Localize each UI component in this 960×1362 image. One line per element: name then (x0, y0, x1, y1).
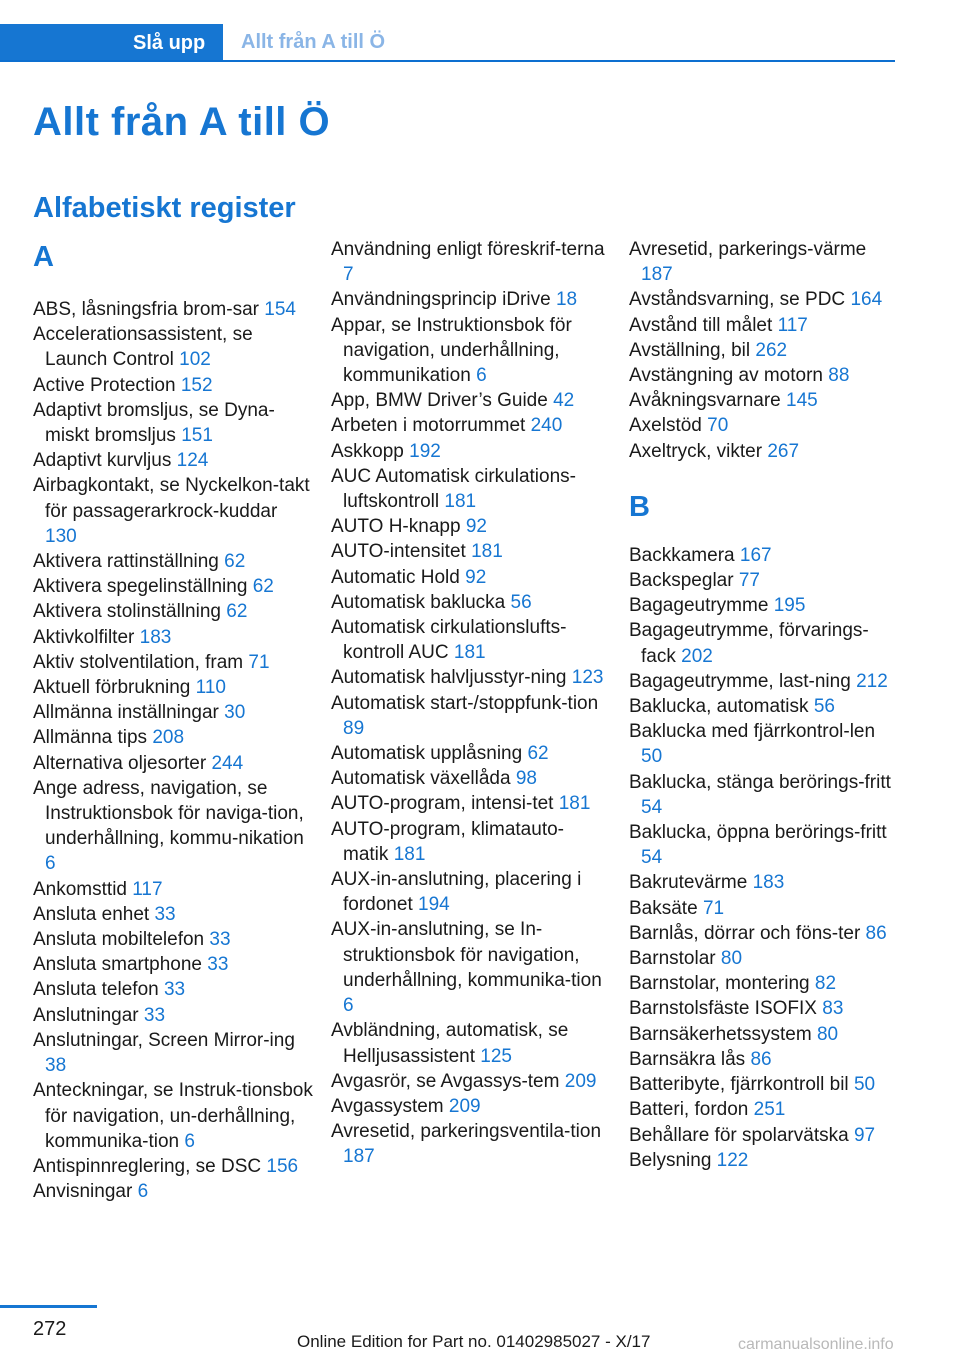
index-entry (33, 297, 313, 322)
entry-text: Avåkningsvarnare (629, 390, 781, 412)
page-link[interactable]: 122 (716, 1149, 749, 1171)
entry-text: Avresetid, parkeringsventila-tion (331, 1121, 602, 1143)
page-link[interactable]: 86 (865, 922, 887, 944)
index-entry (331, 867, 605, 917)
index-entry (33, 1154, 313, 1179)
index-entry (33, 877, 313, 902)
page-link[interactable]: 42 (553, 390, 575, 412)
entry-text: Barnlås, dörrar och föns-ter (629, 922, 861, 944)
index-entry (33, 675, 313, 700)
entry-text: Avgassystem (331, 1095, 444, 1117)
page-link[interactable]: 183 (139, 626, 172, 648)
index-entry (629, 1047, 895, 1072)
index-column-3 (629, 237, 895, 1173)
index-column-1 (33, 237, 313, 1204)
page-title: Allt från A till Ö (33, 100, 331, 144)
header-rule (0, 60, 895, 62)
index-entry (629, 1148, 895, 1173)
entry-text: Automatisk växellåda (331, 768, 511, 790)
page-link[interactable]: 6 (343, 995, 354, 1017)
page-link[interactable]: 267 (767, 440, 800, 462)
index-entry (331, 388, 605, 413)
index-entry (33, 725, 313, 750)
entry-text: ABS, låsningsfria brom-sar (33, 299, 259, 320)
page-link[interactable]: 98 (515, 768, 537, 790)
index-entry (33, 952, 313, 977)
page-link[interactable]: 124 (176, 450, 209, 472)
index-entry (629, 719, 895, 769)
page-link[interactable]: 38 (45, 1055, 67, 1077)
index-entry (331, 237, 605, 287)
page-link[interactable]: 89 (343, 717, 365, 739)
entry-text: Avställning, bil (629, 339, 751, 361)
entry-text: Användningsprincip iDrive (331, 289, 551, 311)
page-link[interactable]: 187 (343, 1146, 375, 1168)
entry-text: Barnstolsfäste ISOFIX (629, 998, 817, 1020)
index-entry (629, 313, 895, 338)
entry-text: Adaptivt kurvljus (33, 450, 172, 472)
page-link[interactable]: 6 (476, 365, 487, 387)
entry-text: Batteribyte, fjärrkontroll bil (629, 1074, 849, 1096)
entry-text: Baklucka, stänga berörings-fritt (629, 771, 891, 793)
page-link[interactable]: 151 (181, 425, 213, 447)
page-link[interactable]: 83 (822, 998, 844, 1020)
index-entry (331, 1119, 605, 1169)
entry-text: Avstängning av motorn (629, 365, 823, 387)
entry-text: Aktuell förbrukning (33, 677, 191, 699)
entry-text: Avståndsvarning, se PDC (629, 289, 846, 311)
page-link[interactable]: 123 (571, 667, 604, 689)
index-entry (331, 287, 605, 312)
page-link[interactable]: 71 (702, 897, 725, 919)
entry-text: AUTO H-knapp (331, 516, 461, 538)
page-link[interactable]: 70 (707, 415, 729, 437)
page-link[interactable]: 62 (527, 743, 549, 765)
page-link[interactable]: 194 (418, 894, 450, 916)
page-link[interactable]: 30 (224, 702, 246, 724)
entry-text: AUX-in-anslutning, se In-struktionsbok för navigation, underhållning, kommunika-tion (331, 919, 602, 991)
index-entry (33, 599, 313, 624)
entry-text: Antispinnreglering, se DSC (33, 1155, 262, 1177)
index-entry (33, 1078, 313, 1154)
page-link[interactable]: 6 (184, 1130, 195, 1152)
index-entry (331, 1069, 605, 1094)
index-entry (331, 665, 605, 690)
page-link[interactable]: 33 (209, 929, 231, 951)
page-link[interactable]: 6 (45, 853, 56, 875)
entry-text: Askkopp (331, 440, 404, 462)
tab-sla-upp[interactable]: Slå upp (0, 24, 223, 62)
page-link[interactable]: 110 (195, 677, 226, 699)
entry-text: Ansluta smartphone (33, 954, 202, 976)
entry-text: Aktivkolfilter (33, 626, 135, 648)
page-link[interactable]: 164 (850, 289, 883, 311)
entry-text: AUC Automatisk cirkulations-luftskontroll (331, 465, 576, 513)
page-link[interactable]: 77 (738, 570, 760, 592)
page-link[interactable]: 209 (448, 1095, 481, 1117)
entry-text: Belysning (629, 1149, 712, 1171)
entry-text: Aktivera rattinställning (33, 551, 219, 573)
entry-text: Automatic Hold (331, 566, 460, 588)
index-entry (629, 543, 895, 568)
index-entry (629, 971, 895, 996)
entry-text: Automatisk halvljusstyr-ning (331, 667, 567, 689)
index-entry (331, 791, 605, 816)
page-link[interactable]: 209 (564, 1070, 597, 1092)
page-link[interactable]: 251 (753, 1099, 786, 1121)
page-link[interactable]: 187 (641, 264, 673, 286)
index-entry (33, 373, 313, 398)
index-entry (331, 741, 605, 766)
entry-text: Allmänna inställningar (33, 702, 219, 724)
page-link[interactable]: 71 (248, 651, 270, 673)
entry-text: AUTO-program, klimatauto-matik (331, 818, 564, 865)
index-entry (629, 896, 895, 921)
entry-text: Automatisk upplåsning (331, 743, 523, 765)
page-link[interactable]: 33 (163, 979, 186, 1001)
index-entry (629, 1097, 895, 1122)
page-link[interactable]: 62 (224, 551, 246, 573)
entry-text: Baklucka med fjärrkontrol-len (629, 721, 876, 743)
entry-text: Anslutningar (33, 1004, 139, 1026)
entry-text: Bakrutevärme (629, 872, 748, 894)
entry-text: Bagageutrymme (629, 595, 769, 617)
index-entry (33, 574, 313, 599)
page-link[interactable]: 240 (530, 415, 563, 437)
index-entry (331, 590, 605, 615)
index-entry (629, 237, 895, 287)
page-link[interactable]: 262 (755, 339, 788, 361)
index-entry (33, 977, 313, 1002)
entry-text: Barnstolar, montering (629, 973, 810, 995)
page-link[interactable]: 80 (816, 1023, 839, 1045)
index-entry (629, 694, 895, 719)
index-entry (33, 927, 313, 952)
page-link[interactable]: 18 (555, 289, 578, 311)
entry-text: Ange adress, navigation, se Instruktionsbok för naviga-tion, underhållning, kommu-nikation (33, 777, 304, 850)
entry-text: Backkamera (629, 544, 735, 566)
entry-text: Automatisk start-/stoppfunk-tion (331, 692, 599, 714)
index-entry (331, 413, 605, 438)
page-link[interactable]: 50 (641, 746, 663, 768)
index-entry (629, 618, 895, 668)
page-link[interactable]: 86 (750, 1048, 772, 1070)
page-link[interactable]: 80 (720, 948, 743, 970)
entry-text: Alternativa oljesorter (33, 752, 207, 774)
entry-text: Adaptivt bromsljus, se Dyna-miskt bromsljus (33, 399, 275, 447)
entry-text: Anvisningar (33, 1181, 133, 1203)
page-link[interactable]: 88 (828, 365, 850, 387)
index-entry (33, 1028, 313, 1078)
page-link[interactable]: 33 (154, 903, 176, 925)
index-entry (331, 615, 605, 665)
watermark: carmanualsonline.info (738, 1336, 894, 1353)
index-entry (33, 448, 313, 473)
index-entry (629, 770, 895, 820)
page-link[interactable]: 154 (264, 299, 296, 320)
entry-text: Axelstöd (629, 415, 702, 437)
page-link[interactable]: 167 (739, 544, 772, 566)
section-subtitle: Alfabetiskt register (33, 192, 296, 224)
entry-text: Arbeten i motorrummet (331, 415, 526, 437)
page-link[interactable]: 54 (641, 796, 663, 818)
entry-text: Automatisk baklucka (331, 591, 506, 613)
page-link[interactable]: 7 (343, 264, 354, 286)
index-entry (331, 514, 605, 539)
index-entry (629, 338, 895, 363)
entry-text: Active Protection (33, 374, 176, 396)
entry-text: App, BMW Driver’s Guide (331, 390, 548, 412)
index-entry (331, 817, 605, 867)
page-link[interactable]: 244 (211, 752, 244, 774)
entry-text: Avgasrör, se Avgassys-tem (331, 1070, 560, 1092)
index-entry (331, 565, 605, 590)
footer-rule (0, 1305, 97, 1308)
page-link[interactable]: 50 (853, 1074, 876, 1096)
index-entry (629, 669, 895, 694)
entry-text: Aktiv stolventilation, fram (33, 651, 244, 673)
page-link[interactable]: 62 (252, 576, 274, 598)
entry-text: Backspeglar (629, 570, 734, 592)
index-entry (629, 946, 895, 971)
entry-text: Bagageutrymme, last-ning (629, 670, 851, 692)
index-entry (331, 1094, 605, 1119)
page-number: 272 (33, 1318, 67, 1340)
entry-text: Baksäte (629, 897, 698, 919)
entry-text: Automatisk cirkulationslufts-kontroll AUC (331, 617, 567, 664)
index-entry (331, 917, 605, 1018)
index-entry (33, 700, 313, 725)
entry-text: AUTO-intensitet (331, 541, 466, 563)
index-entry (331, 1018, 605, 1068)
page-link[interactable]: 130 (45, 525, 77, 547)
entry-text: Allmänna tips (33, 727, 148, 749)
index-letter-heading: A (33, 241, 54, 273)
edition-note: Online Edition for Part no. 01402985027 - X/17 (297, 1332, 651, 1351)
index-entry (331, 464, 605, 514)
index-entry (629, 1072, 895, 1097)
page-link[interactable]: 54 (641, 847, 663, 869)
entry-text: Barnstolar (629, 948, 716, 970)
index-entry (629, 363, 895, 388)
entry-text: Avresetid, parkerings-värme (629, 239, 867, 260)
index-entry (331, 439, 605, 464)
entry-text: Avstånd till målet (629, 314, 773, 336)
index-entry (629, 820, 895, 870)
index-entry (33, 650, 313, 675)
index-entry (33, 1003, 313, 1028)
page-link[interactable]: 202 (681, 645, 713, 667)
page-link[interactable]: 192 (409, 440, 441, 462)
index-entry (33, 1179, 313, 1204)
entry-text: Avbländning, automatisk, se Helljusassistent (331, 1020, 569, 1067)
index-entry (629, 1123, 895, 1148)
index-entry (33, 549, 313, 574)
page-link[interactable]: 56 (813, 696, 835, 718)
header-bar (0, 24, 895, 62)
entry-text: Anslutningar, Screen Mirror-ing (33, 1029, 295, 1051)
page-link[interactable]: 92 (465, 516, 487, 538)
entry-text: Ansluta mobiltelefon (33, 929, 205, 951)
page-link[interactable]: 56 (510, 591, 532, 613)
index-entry (629, 870, 895, 895)
page-link[interactable]: 62 (226, 601, 248, 623)
page-link[interactable]: 183 (752, 872, 785, 894)
page-link[interactable]: 156 (266, 1155, 299, 1177)
index-entry (331, 313, 605, 389)
index-entry (629, 1022, 895, 1047)
entry-text: Bagageutrymme, förvarings-fack (629, 620, 869, 667)
entry-text: Axeltryck, vikter (629, 440, 763, 462)
page-link[interactable]: 181 (453, 642, 486, 664)
index-entry (629, 921, 895, 946)
entry-text: Aktivera spegelinställning (33, 576, 248, 598)
page-link[interactable]: 181 (444, 491, 477, 513)
index-entry (629, 593, 895, 618)
entry-text: Barnsäkerhetssystem (629, 1023, 812, 1045)
index-entry (331, 691, 605, 741)
index-entry (33, 473, 313, 549)
index-entry (331, 539, 605, 564)
tab-allt-fran-a-till-o[interactable]: Allt från A till Ö (241, 31, 386, 53)
page-link[interactable]: 181 (471, 541, 503, 563)
index-entry (33, 322, 313, 372)
page-link[interactable]: 195 (773, 595, 806, 617)
entry-text: Batteri, fordon (629, 1099, 749, 1121)
page-link[interactable]: 33 (143, 1004, 166, 1026)
page-link[interactable]: 145 (786, 390, 818, 412)
page-link[interactable]: 152 (180, 374, 213, 396)
page-link[interactable]: 181 (393, 843, 426, 865)
entry-text: Anteckningar, se Instruk-tionsbok för navigation, un-derhållning, kommunika-tion (33, 1080, 313, 1152)
page-link[interactable]: 92 (465, 566, 487, 588)
page-link[interactable]: 97 (853, 1124, 876, 1146)
index-column-2 (331, 237, 605, 1170)
page-link[interactable]: 6 (137, 1181, 149, 1203)
entry-text: AUTO-program, intensi-tet (331, 793, 554, 815)
entry-text: Ankomsttid (33, 878, 127, 900)
entry-text: Behållare för spolarvätska (629, 1124, 849, 1146)
page-link[interactable]: 102 (179, 349, 211, 371)
entry-text: Användning enligt föreskrif-terna (331, 239, 605, 260)
entry-text: Barnsäkra lås (629, 1048, 746, 1070)
entry-text: Appar, se Instruktionsbok för navigation, underhållning, kommunikation (331, 314, 572, 387)
index-entry (33, 902, 313, 927)
index-entry (33, 751, 313, 776)
page-link[interactable]: 208 (152, 727, 185, 749)
page-link[interactable]: 33 (207, 954, 229, 976)
index-entry (629, 413, 895, 438)
entry-text: Baklucka, automatisk (629, 696, 809, 718)
index-entry (629, 287, 895, 312)
index-entry (33, 776, 313, 877)
page-link[interactable]: 181 (558, 793, 591, 815)
entry-text: Baklucka, öppna berörings-fritt (629, 822, 887, 844)
index-entry (629, 568, 895, 593)
index-entry (629, 439, 895, 464)
entry-text: Airbagkontakt, se Nyckelkon-takt för passagerarkrock-kuddar (33, 475, 310, 522)
page-link[interactable]: 125 (480, 1045, 512, 1067)
page-link[interactable]: 212 (856, 670, 888, 692)
entry-text: AUX-in-anslutning, placering i fordonet (331, 869, 582, 916)
index-entry (629, 996, 895, 1021)
entry-text: Ansluta enhet (33, 903, 150, 925)
entry-text: Ansluta telefon (33, 979, 159, 1001)
page-link[interactable]: 117 (132, 878, 163, 900)
entry-text: Aktivera stolinställning (33, 601, 221, 623)
page-link[interactable]: 82 (814, 973, 837, 995)
index-letter-heading: B (629, 490, 650, 523)
index-entry (331, 766, 605, 791)
index-entry (629, 388, 895, 413)
index-entry (33, 625, 313, 650)
entry-text: Accelerationsassistent, se Launch Control (33, 324, 253, 371)
index-entry (33, 398, 313, 448)
page-link[interactable]: 117 (777, 314, 808, 336)
